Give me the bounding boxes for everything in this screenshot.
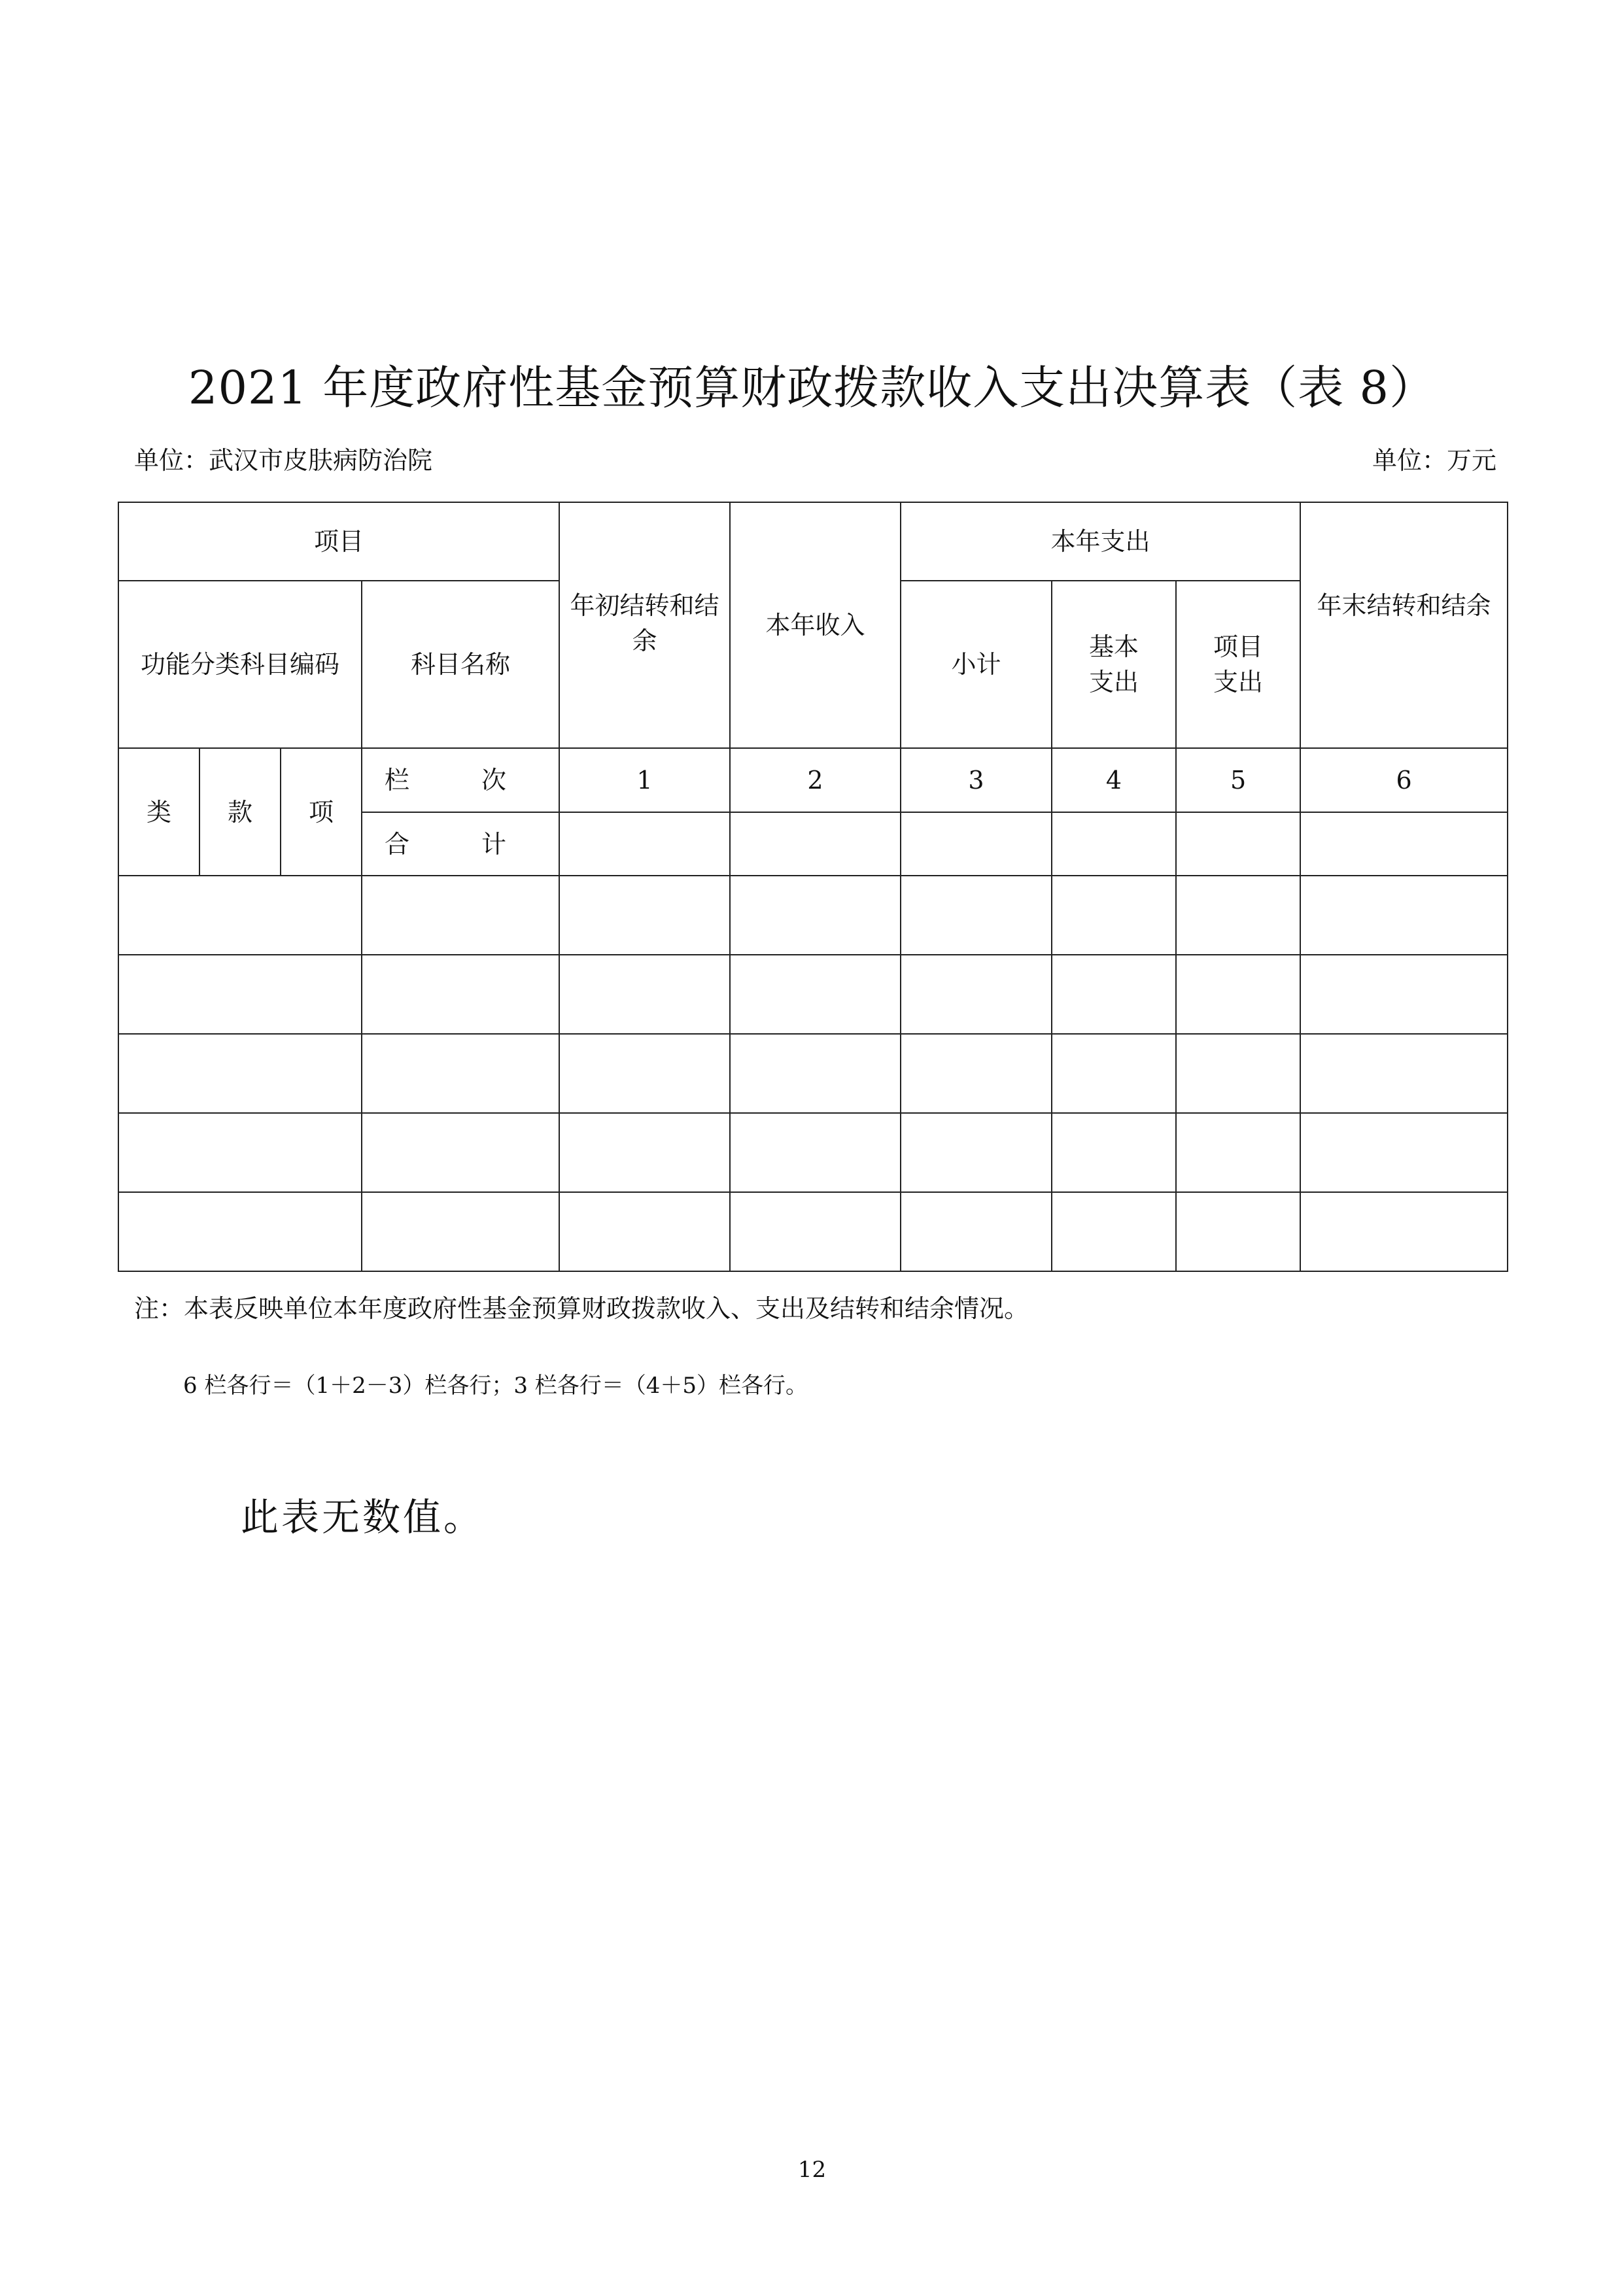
table-cell	[901, 955, 1052, 1034]
unit-organization: 单位：武汉市皮肤病防治院	[134, 446, 433, 475]
total-cell	[559, 812, 730, 876]
header-current-income: 本年收入	[730, 502, 901, 748]
table-cell	[1052, 1034, 1176, 1113]
table-cell	[901, 1192, 1052, 1271]
table-cell	[1176, 1034, 1300, 1113]
fund-budget-table	[118, 502, 1508, 1272]
table-cell	[118, 876, 362, 955]
column-number: 2	[730, 748, 901, 812]
table-cell	[559, 955, 730, 1034]
table-cell	[901, 876, 1052, 955]
table-cell	[1300, 1113, 1508, 1192]
header-project: 项目	[118, 502, 559, 581]
total-cell	[1176, 812, 1300, 876]
table-cell	[1176, 876, 1300, 955]
table-cell	[362, 876, 559, 955]
table-cell	[1052, 955, 1176, 1034]
table-cell	[1052, 1113, 1176, 1192]
table-cell	[730, 955, 901, 1034]
table-cell	[1300, 955, 1508, 1034]
header-current-expense: 本年支出	[901, 502, 1300, 581]
total-cell	[901, 812, 1052, 876]
column-number: 3	[901, 748, 1052, 812]
table-cell	[118, 1192, 362, 1271]
header-project-expense: 项目支出	[1176, 581, 1300, 748]
document-title: 2021 年度政府性基金预算财政拨款收入支出决算表（表 8）	[188, 361, 1436, 415]
table-cell	[730, 1034, 901, 1113]
table-row	[118, 1113, 1508, 1192]
table-cell	[559, 1192, 730, 1271]
table-row	[118, 955, 1508, 1034]
table-cell	[559, 876, 730, 955]
table-cell	[1300, 876, 1508, 955]
header-item: 项	[281, 748, 362, 876]
table-cell	[362, 1034, 559, 1113]
table-cell	[559, 1113, 730, 1192]
table-cell	[1052, 1192, 1176, 1271]
table-cell	[362, 1113, 559, 1192]
table-cell	[362, 1192, 559, 1271]
table-row	[118, 1192, 1508, 1271]
page-number: 12	[797, 2157, 827, 2183]
table-cell	[1176, 1113, 1300, 1192]
header-closing-balance: 年末结转和结余	[1300, 502, 1508, 748]
column-number: 1	[559, 748, 730, 812]
column-number-label: 栏 次	[362, 748, 559, 812]
header-function-code: 功能分类科目编码	[118, 581, 362, 748]
table-row	[118, 876, 1508, 955]
no-data-statement: 此表无数值。	[241, 1495, 485, 1539]
header-section: 款	[199, 748, 281, 876]
table-row	[118, 1034, 1508, 1113]
table-cell	[1176, 955, 1300, 1034]
table-cell	[118, 1034, 362, 1113]
column-number: 6	[1300, 748, 1508, 812]
table-note: 注：本表反映单位本年度政府性基金预算财政拨款收入、支出及结转和结余情况。	[134, 1294, 1029, 1323]
table-cell	[118, 1113, 362, 1192]
header-basic-expense: 基本支出	[1052, 581, 1176, 748]
column-number: 4	[1052, 748, 1176, 812]
header-category: 类	[118, 748, 199, 876]
table-cell	[730, 1113, 901, 1192]
table-cell	[1300, 1034, 1508, 1113]
total-row-label: 合 计	[362, 812, 559, 876]
table-cell	[362, 955, 559, 1034]
table-cell	[901, 1113, 1052, 1192]
table-cell	[730, 876, 901, 955]
table-formula-note: 6 栏各行＝（1＋2－3）栏各行；3 栏各行＝（4＋5）栏各行。	[183, 1373, 808, 1399]
total-cell	[1052, 812, 1176, 876]
table-cell	[1176, 1192, 1300, 1271]
table-cell	[559, 1034, 730, 1113]
total-cell	[1300, 812, 1508, 876]
column-number: 5	[1176, 748, 1300, 812]
header-subtotal: 小计	[901, 581, 1052, 748]
header-opening-balance: 年初结转和结余	[559, 502, 730, 748]
unit-currency: 单位：万元	[1372, 446, 1496, 475]
table-cell	[118, 955, 362, 1034]
table-cell	[901, 1034, 1052, 1113]
header-subject-name: 科目名称	[362, 581, 559, 748]
total-cell	[730, 812, 901, 876]
table-cell	[1052, 876, 1176, 955]
table-cell	[1300, 1192, 1508, 1271]
table-cell	[730, 1192, 901, 1271]
